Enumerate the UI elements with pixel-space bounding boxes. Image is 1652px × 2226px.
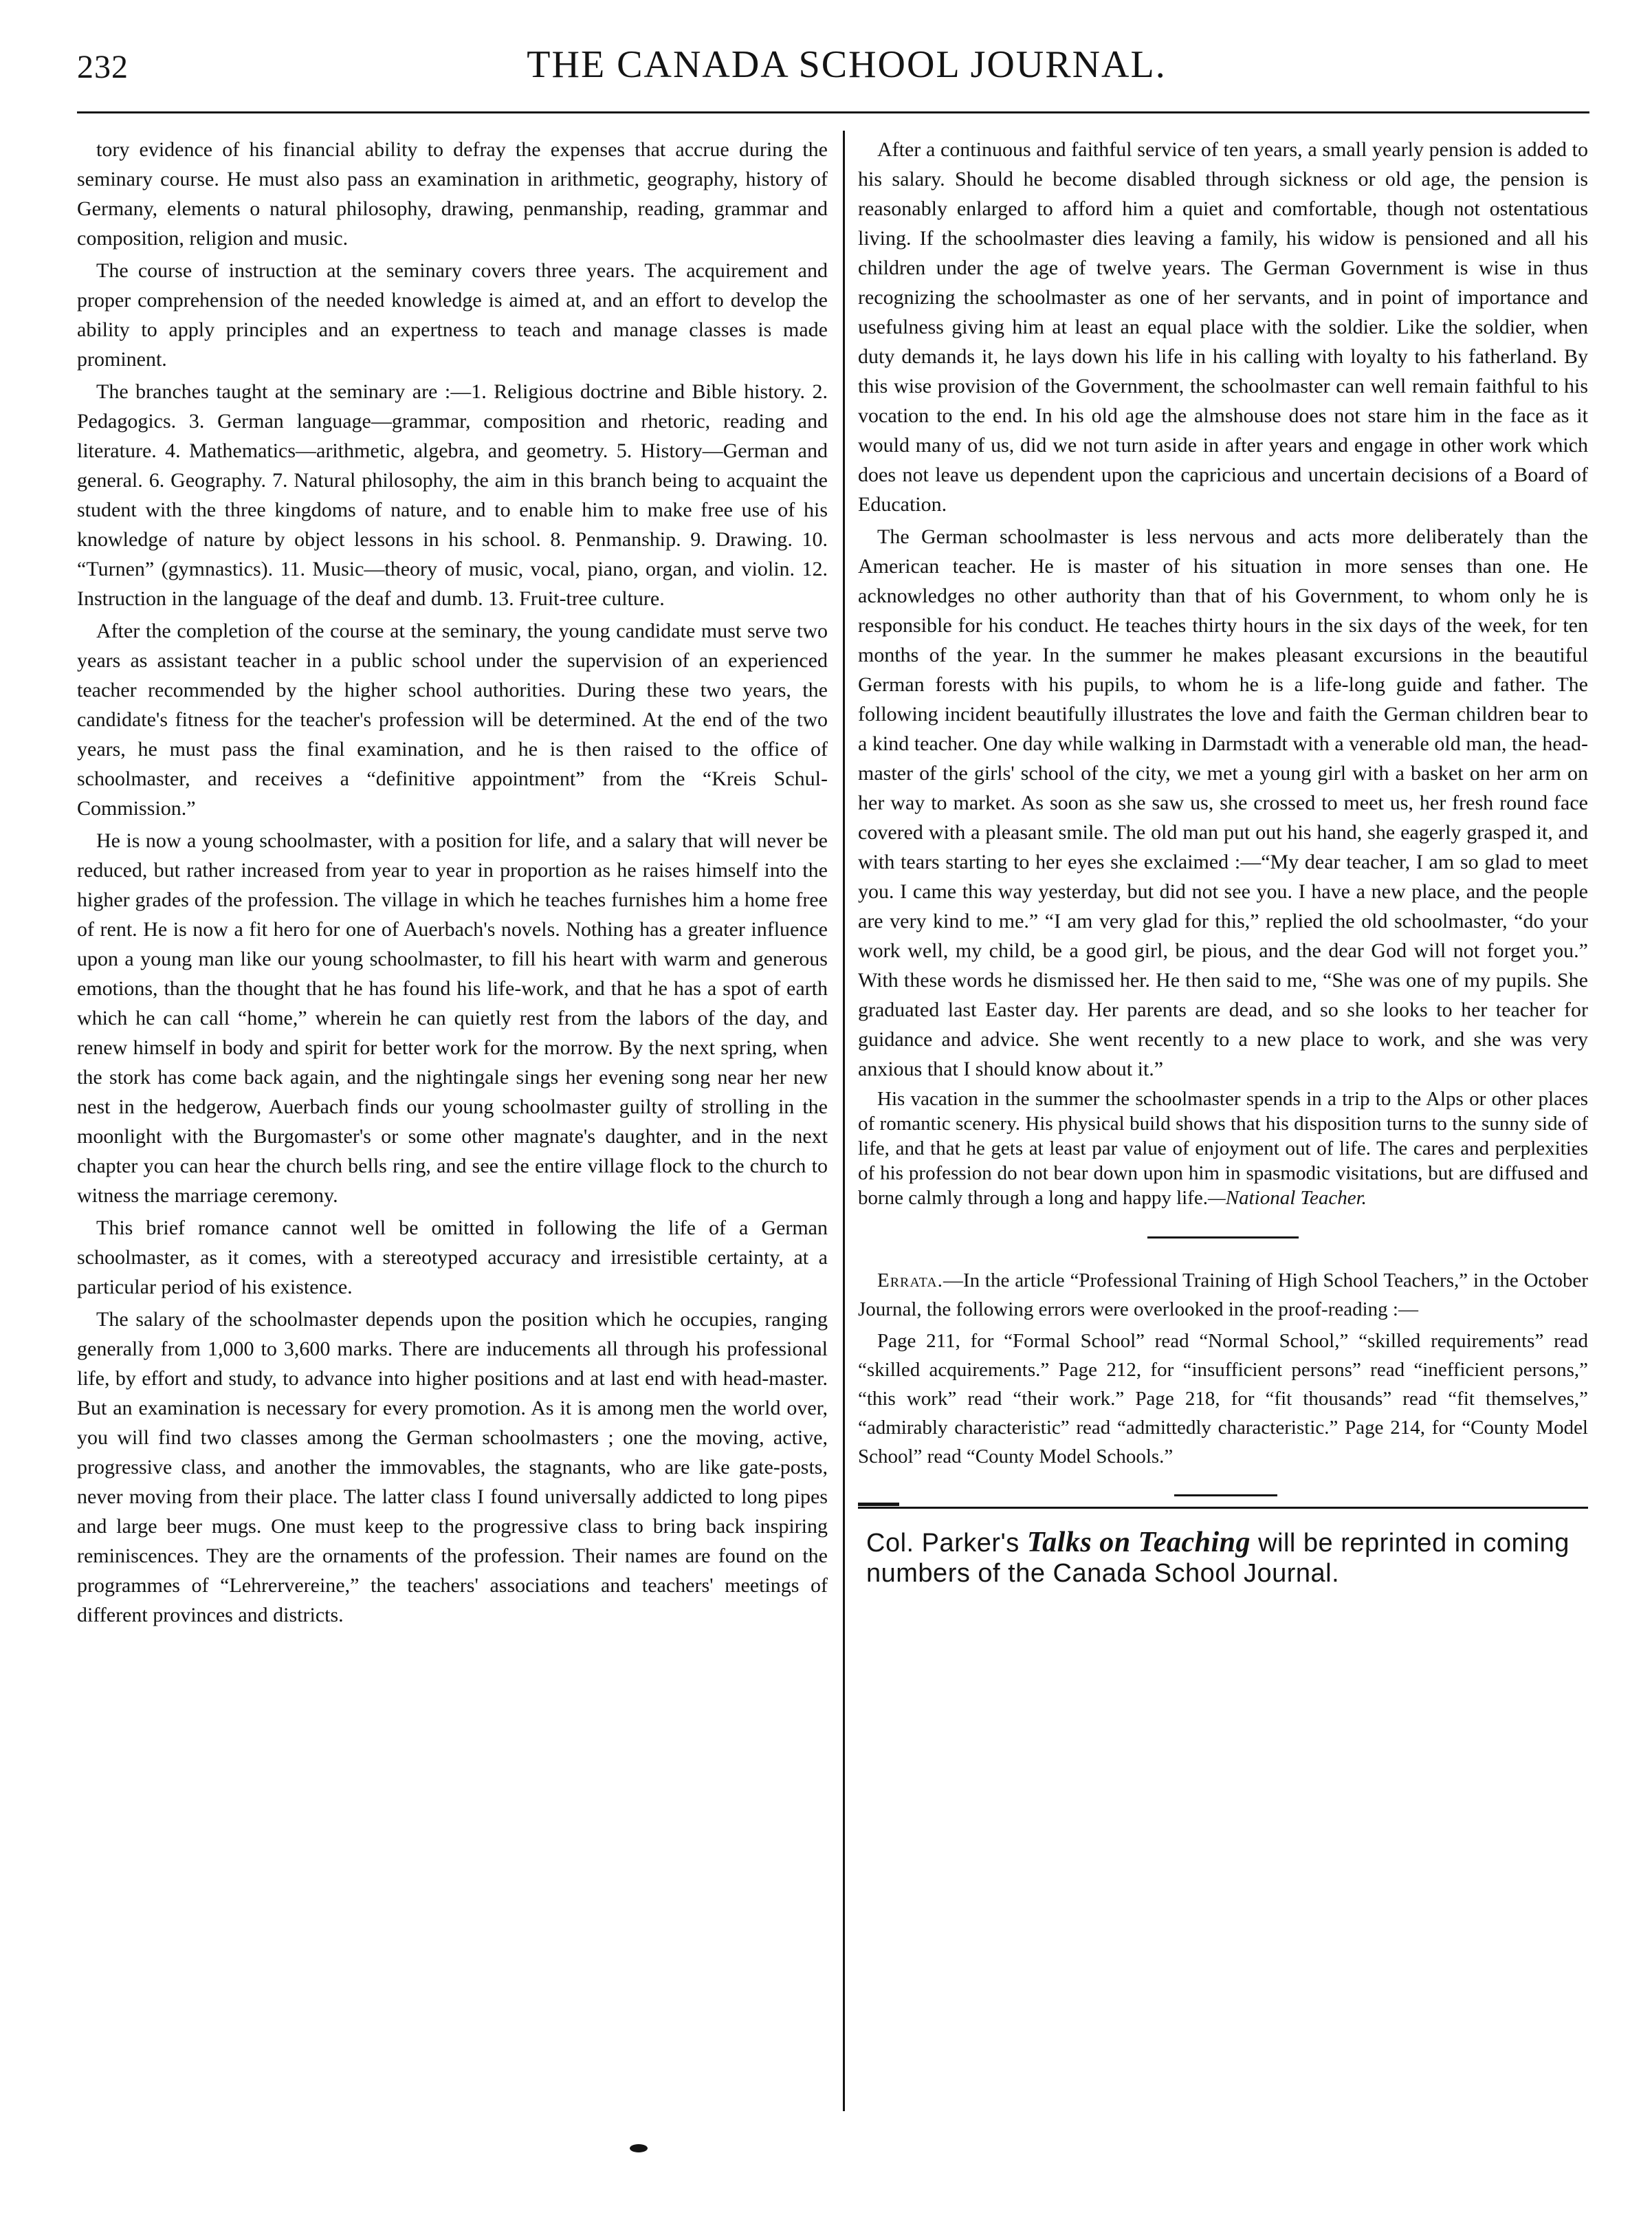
errata-corrections: Page 211, for “Formal School” read “Normal School,” “skilled requirements” read “skilled acquirements.” Page 212, for “insufficient persons” read “inefficient persons,” “this work” read “their work.” Page 218, for “fit thousands” read “fit themselves,” “admirably characteristic” read “admittedly characteristic.” Page 214, for “County Model School” read “County Model Schools.” bbox=[858, 1330, 1588, 1467]
short-divider bbox=[1174, 1494, 1277, 1496]
notice-title: Talks on Teaching bbox=[1026, 1527, 1251, 1558]
errata-notice bbox=[858, 1266, 1588, 1324]
errata-intro: —In the article “Professional Training of High School Teachers,” in the October Journal, the following errors were overlooked in the proof-reading :— bbox=[858, 1269, 1588, 1320]
article-paragraph: After the completion of the course at the seminary, the young candidate must serve two years as assistant teacher in a public school under the supervision of an experienced teacher recommended by the higher school authorities. During these two years, the candidate's fitness for the teacher's profession will be determined. At the end of the two years, he must pass the final examination, and he is then raised to the office of schoolmaster, and receives a “definitive appointment” from the “Kreis Schul-Commission.” bbox=[77, 620, 828, 820]
header-rule bbox=[77, 111, 1589, 113]
article-paragraph: The branches taught at the seminary are :—1. Religious doctrine and Bible history. 2. Pedagogics. 3. German language—grammar, composition and rhetoric, reading and literature. 4. Mathematics—arithmetic, algebra, and geometry. 5. History—German and general. 6. Geography. 7. Natural philosophy, the aim in this branch being to acquaint the student with the three kingdoms of nature, and to enable him to make free use of his knowledge of nature by object lessons in his school. 8. Penmanship. 9. Drawing. 10. “Turnen” (gymnastics). 11. Music—theory of music, vocal, piano, organ, and violin. 12. Instruction in the language of the deaf and dumb. 13. Fruit-tree culture. bbox=[77, 380, 828, 610]
left-column bbox=[77, 135, 828, 1633]
notice-before: Col. Parker's bbox=[866, 1529, 1027, 1558]
article-paragraph: tory evidence of his financial ability to defray the expenses that accrue during the seminary course. He must also pass an examination in arithmetic, geography, history of Germany, elements o natural philosophy, drawing, penmanship, reading, grammar and composition, religion and music. bbox=[77, 138, 828, 250]
heavy-divider bbox=[858, 1503, 899, 1506]
article-source: —National Teacher. bbox=[1207, 1187, 1367, 1209]
journal-title: THE CANADA SCHOOL JOURNAL. bbox=[527, 43, 1167, 86]
article-paragraph: The German schoolmaster is less nervous and acts more deliberately than the American teacher. He is master of his situation in more senses than one. He acknowledges no other authority than that of his Government, to whom only he is responsible for his conduct. He teaches thirty hours in the six days of the week, for ten months of the year. In the summer he makes pleasant excursions in the beautiful German forests with his pupils, to whom he is a life-long guide and father. The following incident beautifully illustrates the love and faith the German children bear to a kind teacher. One day while walking in Darmstadt with a venerable old man, the head-master of the girls' school of the city, we met a young girl with a basket on her arm on her way to market. As soon as she saw us, she crossed to meet us, her fresh round face covered with a pleasant smile. The old man put out his hand, she eagerly grasped it, and with tears starting to her eyes she exclaimed :—“My dear teacher, I am so glad to meet you. I came this way yesterday, but did not see you. I have a new place, and the people are very kind to me.” “I am very glad for this,” replied the old schoolmaster, “do your work well, my child, be a good girl, be pious, and the dear God will not forget you.” With these words he dismissed her. He then said to me, “She was one of my pupils. She graduated last Easter day. Her parents are dead, and so she looks to her teacher for guidance and advice. She went recently to a new place to work, and she was very anxious that I should know about it.” bbox=[858, 525, 1588, 1080]
article-paragraph: He is now a young schoolmaster, with a position for life, and a salary that will never be reduced, but rather increased from year to year in proportion as he raises himself into the higher grades of the profession. The village in which he teaches furnishes him a home free of rent. He is now a fit hero for one of Auerbach's novels. Nothing has a greater influence upon a young man like our young schoolmaster, to fill his heart with warm and generous emotions, than the thought that he has found his life-work, and that he has a spot of earth which he can call “home,” wherein he can quietly rest from the labors of the day, and renew himself in body and spirit for better work for the morrow. By the next spring, when the stork has come back again, and the nightingale sings her evening song near her new nest in the hedgerow, Auerbach finds our young schoolmaster guilty of strolling in the moonlight with the Burgomaster's or some other magnate's daughter, and in the next chapter you can hear the church bells ring, and see the entire village flock to the church to witness the marriage ceremony. bbox=[77, 829, 828, 1207]
page-number: 232 bbox=[77, 49, 129, 85]
column-divider bbox=[843, 131, 845, 2111]
article-paragraph: After a continuous and faithful service of ten years, a small yearly pension is added to his salary. Should he become disabled through sickness or old age, the pension is reasonably enlarged to afford him a quiet and comfortable, though not ostentatious living. If the schoolmaster dies leaving a family, his widow is pensioned and all his children under the age of twelve years. The German Government is wise in thus recognizing the schoolmaster as one of her servants, and in point of importance and usefulness giving him at least an equal place with the soldier. Like the soldier, when duty demands it, he lays down his life in his calling with loyalty to his fatherland. By this wise provision of the Government, the schoolmaster can well remain faithful to his vocation to the end. In his old age the almshouse does not stare him in the face as it would many of us, did we not turn aside in after years and engage in other work which does not leave us dependent upon the capricious and uncertain decisions of a Board of Education. bbox=[858, 138, 1588, 516]
errata-label: Errata. bbox=[877, 1269, 943, 1291]
closing-paragraph bbox=[858, 1087, 1588, 1210]
article-paragraph: The salary of the schoolmaster depends upon the position which he occupies, ranging generally from 1,000 to 3,600 marks. There are inducements all through his professional life, by effort and study, to advance into higher positions and at last end with head-master. But an examination is necessary for every promotion. As it is among men the world over, you will find two classes among the German schoolmasters ; one the moving, active, progressive class, and another the immovables, the stagnants, who are like gate-posts, never moving from their place. The latter class I found universally addicted to long pipes and large beer mugs. One must keep to the progressive class to bring back inspiring reminiscences. They are the ornaments of the profession. Their names are found on the programmes of “Lehrervereine,” the teachers' associations and teachers' meetings of different provinces and districts. bbox=[77, 1308, 828, 1626]
errata-rules bbox=[858, 1494, 1588, 1509]
full-divider bbox=[858, 1507, 1588, 1509]
right-column bbox=[858, 135, 1588, 1589]
reprint-notice bbox=[858, 1527, 1588, 1589]
article-paragraph: The course of instruction at the seminary covers three years. The acquirement and proper comprehension of the needed knowledge is aimed at, and an effort to develop the ability to apply principles and an expertness to teach and manage classes is made prominent. bbox=[77, 259, 828, 371]
section-divider bbox=[1147, 1236, 1299, 1239]
closing-paragraph-text: His vacation in the summer the schoolmaster spends in a trip to the Alps or other places of romantic scenery. His physical build shows that his disposition turns to the sunny side of life, and that he gets at least par value of enjoyment out of life. The cares and perplexities of his profession do not bear down upon him in spasmodic visitations, but are diffused and borne calmly through a long and happy life. bbox=[858, 1088, 1588, 1209]
article-paragraph: This brief romance cannot well be omitted in following the life of a German schoolmaster, as it comes, with a stereotyped accuracy and irresistible certainty, at a particular period of his existence. bbox=[77, 1216, 828, 1298]
notice-after: will be reprinted in coming numbers of the Canada School Journal. bbox=[866, 1529, 1570, 1588]
printer-mark bbox=[630, 2144, 648, 2152]
